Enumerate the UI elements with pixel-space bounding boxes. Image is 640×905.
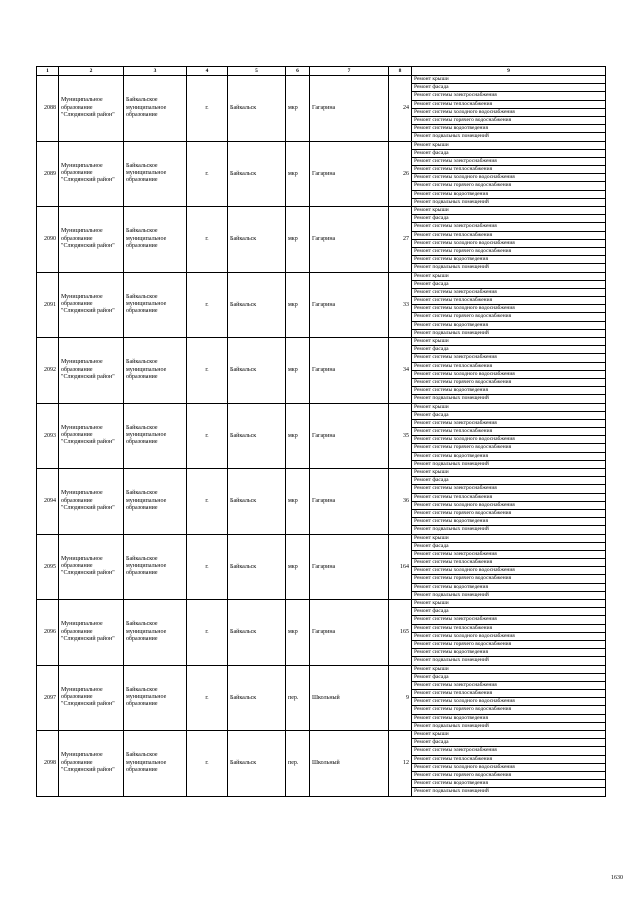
street-cell: Гагарина: [310, 469, 389, 535]
row-number: 2094: [37, 469, 59, 535]
work-item: Ремонт подвальных помещений: [414, 788, 489, 795]
district-cell: Муниципальное образование "Слюдянский район": [59, 207, 124, 273]
work-item: Ремонт системы водоотведения: [412, 715, 605, 723]
works-cell: [412, 600, 606, 666]
page-number: 1630: [611, 875, 623, 881]
work-item: Ремонт системы водоотведения: [412, 387, 605, 395]
work-item: Ремонт фасада: [412, 412, 605, 420]
table-row: [37, 141, 606, 207]
work-item: Ремонт системы горячего водоснабжения: [412, 772, 605, 780]
work-item: Ремонт системы электроснабжения: [412, 682, 605, 690]
street-type-cell: мкр: [286, 403, 310, 469]
work-item: Ремонт системы холодного водоснабжения: [412, 174, 605, 182]
street-type-cell: пер.: [286, 731, 310, 797]
work-item: Ремонт системы теплоснабжения: [412, 297, 605, 305]
street-cell: Гагарина: [310, 403, 389, 469]
row-number: 2093: [37, 403, 59, 469]
street-cell: Школьный: [310, 665, 389, 731]
work-item: Ремонт системы горячего водоснабжения: [412, 510, 605, 518]
work-item: Ремонт системы теплоснабжения: [412, 428, 605, 436]
municipality-cell: Байкальское муниципальное образование: [124, 76, 187, 142]
work-item: Ремонт системы холодного водоснабжения: [412, 698, 605, 706]
table-row: [37, 76, 606, 142]
works-cell: [412, 272, 606, 338]
work-item: Ремонт системы электроснабжения: [412, 223, 605, 231]
district-cell: Муниципальное образование "Слюдянский район": [59, 272, 124, 338]
table-row: [37, 403, 606, 469]
work-item: Ремонт системы водоотведения: [412, 453, 605, 461]
work-item: Ремонт крыши: [412, 404, 605, 412]
municipality-cell: Байкальское муниципальное образование: [124, 338, 187, 404]
work-item: Ремонт крыши: [412, 142, 605, 150]
street-type-cell: мкр: [286, 207, 310, 273]
housing-repair-table: [36, 66, 606, 797]
municipality-cell: Байкальское муниципальное образование: [124, 272, 187, 338]
settlement-cell: Байкальск: [228, 534, 286, 600]
table-row: [37, 272, 606, 338]
work-item: Ремонт подвальных помещений: [414, 657, 489, 664]
work-item: Ремонт фасада: [412, 674, 605, 682]
work-item: Ремонт фасада: [412, 150, 605, 158]
settlement-cell: Байкальск: [228, 207, 286, 273]
work-item: Ремонт подвальных помещений: [414, 526, 489, 533]
work-item: Ремонт системы горячего водоснабжения: [412, 248, 605, 256]
district-cell: Муниципальное образование "Слюдянский район": [59, 403, 124, 469]
header-col-9: 9: [412, 67, 606, 76]
house-number-cell: 35: [389, 403, 412, 469]
work-item: Ремонт системы водоотведения: [412, 322, 605, 330]
district-cell: Муниципальное образование "Слюдянский район": [59, 141, 124, 207]
work-item: Ремонт системы теплоснабжения: [412, 690, 605, 698]
work-item: Ремонт системы электроснабжения: [412, 551, 605, 559]
house-number-cell: 12: [389, 731, 412, 797]
settlement-type-cell: г.: [187, 534, 228, 600]
header-col-4: 4: [187, 67, 228, 76]
house-number-cell: 165: [389, 600, 412, 666]
table-body: [37, 76, 606, 797]
table-row: [37, 469, 606, 535]
work-item: Ремонт крыши: [412, 207, 605, 215]
settlement-type-cell: г.: [187, 207, 228, 273]
settlement-cell: Байкальск: [228, 338, 286, 404]
work-item: Ремонт системы теплоснабжения: [412, 756, 605, 764]
work-item: Ремонт системы водоотведения: [412, 518, 605, 526]
work-item: Ремонт системы электроснабжения: [412, 616, 605, 624]
work-item: Ремонт фасада: [412, 739, 605, 747]
work-item: Ремонт фасада: [412, 543, 605, 551]
work-item: Ремонт системы холодного водоснабжения: [412, 240, 605, 248]
work-item: Ремонт системы водоотведения: [412, 256, 605, 264]
work-item: Ремонт подвальных помещений: [414, 198, 489, 205]
street-type-cell: мкр: [286, 534, 310, 600]
district-cell: Муниципальное образование "Слюдянский район": [59, 338, 124, 404]
street-cell: Гагарина: [310, 76, 389, 142]
street-type-cell: мкр: [286, 76, 310, 142]
work-item: Ремонт крыши: [412, 469, 605, 477]
table-row: [37, 207, 606, 273]
work-item: Ремонт системы электроснабжения: [412, 747, 605, 755]
work-item: Ремонт фасада: [412, 477, 605, 485]
work-item: Ремонт системы горячего водоснабжения: [412, 444, 605, 452]
municipality-cell: Байкальское муниципальное образование: [124, 665, 187, 731]
work-item: Ремонт системы холодного водоснабжения: [412, 502, 605, 510]
house-number-cell: 33: [389, 272, 412, 338]
work-item: Ремонт фасада: [412, 215, 605, 223]
table-row: [37, 731, 606, 797]
works-cell: [412, 731, 606, 797]
works-cell: [412, 141, 606, 207]
work-item: Ремонт подвальных помещений: [414, 460, 489, 467]
table-row: [37, 665, 606, 731]
work-item: Ремонт системы водоотведения: [412, 125, 605, 133]
row-number: 2091: [37, 272, 59, 338]
works-cell: [412, 76, 606, 142]
house-number-cell: 24: [389, 76, 412, 142]
work-item: Ремонт подвальных помещений: [414, 395, 489, 402]
street-type-cell: мкр: [286, 141, 310, 207]
work-item: Ремонт системы холодного водоснабжения: [412, 109, 605, 117]
street-type-cell: мкр: [286, 272, 310, 338]
work-item: Ремонт системы горячего водоснабжения: [412, 117, 605, 125]
work-item: Ремонт системы холодного водоснабжения: [412, 633, 605, 641]
house-number-cell: 9: [389, 665, 412, 731]
row-number: 2089: [37, 141, 59, 207]
settlement-type-cell: г.: [187, 338, 228, 404]
work-item: Ремонт крыши: [412, 273, 605, 281]
works-cell: [412, 207, 606, 273]
header-col-3: 3: [124, 67, 187, 76]
header-col-2: 2: [59, 67, 124, 76]
street-type-cell: пер.: [286, 665, 310, 731]
works-cell: [412, 338, 606, 404]
work-item: Ремонт подвальных помещений: [414, 591, 489, 598]
settlement-cell: Байкальск: [228, 665, 286, 731]
header-row: [37, 67, 606, 76]
settlement-cell: Байкальск: [228, 600, 286, 666]
street-type-cell: мкр: [286, 469, 310, 535]
work-item: Ремонт системы электроснабжения: [412, 158, 605, 166]
district-cell: Муниципальное образование "Слюдянский район": [59, 731, 124, 797]
house-number-cell: 164: [389, 534, 412, 600]
header-col-8: 8: [389, 67, 412, 76]
street-cell: Гагарина: [310, 141, 389, 207]
settlement-type-cell: г.: [187, 76, 228, 142]
work-item: Ремонт крыши: [412, 666, 605, 674]
work-item: Ремонт системы электроснабжения: [412, 289, 605, 297]
district-cell: Муниципальное образование "Слюдянский район": [59, 469, 124, 535]
table-row: [37, 534, 606, 600]
row-number: 2092: [37, 338, 59, 404]
municipality-cell: Байкальское муниципальное образование: [124, 534, 187, 600]
street-cell: Школьный: [310, 731, 389, 797]
header-col-7: 7: [310, 67, 389, 76]
street-cell: Гагарина: [310, 207, 389, 273]
work-item: Ремонт подвальных помещений: [414, 264, 489, 271]
work-item: Ремонт системы горячего водоснабжения: [412, 379, 605, 387]
settlement-type-cell: г.: [187, 600, 228, 666]
work-item: Ремонт системы теплоснабжения: [412, 559, 605, 567]
municipality-cell: Байкальское муниципальное образование: [124, 403, 187, 469]
settlement-type-cell: г.: [187, 403, 228, 469]
header-col-5: 5: [228, 67, 286, 76]
settlement-type-cell: г.: [187, 141, 228, 207]
work-item: Ремонт крыши: [412, 600, 605, 608]
work-item: Ремонт системы теплоснабжения: [412, 625, 605, 633]
district-cell: Муниципальное образование "Слюдянский район": [59, 534, 124, 600]
settlement-type-cell: г.: [187, 665, 228, 731]
table-row: [37, 600, 606, 666]
municipality-cell: Байкальское муниципальное образование: [124, 600, 187, 666]
work-item: Ремонт системы теплоснабжения: [412, 363, 605, 371]
work-item: Ремонт фасада: [412, 84, 605, 92]
works-cell: [412, 534, 606, 600]
header-col-6: 6: [286, 67, 310, 76]
municipality-cell: Байкальское муниципальное образование: [124, 141, 187, 207]
work-item: Ремонт системы теплоснабжения: [412, 166, 605, 174]
street-type-cell: мкр: [286, 338, 310, 404]
district-cell: Муниципальное образование "Слюдянский район": [59, 600, 124, 666]
house-number-cell: 34: [389, 338, 412, 404]
row-number: 2088: [37, 76, 59, 142]
work-item: Ремонт системы водоотведения: [412, 191, 605, 199]
works-cell: [412, 469, 606, 535]
row-number: 2095: [37, 534, 59, 600]
work-item: Ремонт системы электроснабжения: [412, 485, 605, 493]
row-number: 2096: [37, 600, 59, 666]
work-item: Ремонт системы горячего водоснабжения: [412, 313, 605, 321]
work-item: Ремонт крыши: [412, 535, 605, 543]
settlement-cell: Байкальск: [228, 141, 286, 207]
work-item: Ремонт системы водоотведения: [412, 584, 605, 592]
settlement-cell: Байкальск: [228, 76, 286, 142]
street-cell: Гагарина: [310, 272, 389, 338]
work-item: Ремонт системы горячего водоснабжения: [412, 182, 605, 190]
work-item: Ремонт системы теплоснабжения: [412, 232, 605, 240]
settlement-cell: Байкальск: [228, 469, 286, 535]
settlement-type-cell: г.: [187, 469, 228, 535]
municipality-cell: Байкальское муниципальное образование: [124, 207, 187, 273]
work-item: Ремонт системы холодного водоснабжения: [412, 371, 605, 379]
work-item: Ремонт системы холодного водоснабжения: [412, 436, 605, 444]
work-item: Ремонт крыши: [412, 731, 605, 739]
municipality-cell: Байкальское муниципальное образование: [124, 731, 187, 797]
settlement-type-cell: г.: [187, 731, 228, 797]
municipality-cell: Байкальское муниципальное образование: [124, 469, 187, 535]
work-item: Ремонт крыши: [412, 76, 605, 84]
row-number: 2090: [37, 207, 59, 273]
header-col-1: 1: [37, 67, 59, 76]
street-cell: Гагарина: [310, 534, 389, 600]
street-type-cell: мкр: [286, 600, 310, 666]
work-item: Ремонт системы электроснабжения: [412, 92, 605, 100]
work-item: Ремонт системы горячего водоснабжения: [412, 706, 605, 714]
settlement-cell: Байкальск: [228, 731, 286, 797]
work-item: Ремонт системы горячего водоснабжения: [412, 575, 605, 583]
works-cell: [412, 665, 606, 731]
settlement-cell: Байкальск: [228, 272, 286, 338]
street-cell: Гагарина: [310, 338, 389, 404]
work-item: Ремонт системы электроснабжения: [412, 420, 605, 428]
table-row: [37, 338, 606, 404]
work-item: Ремонт подвальных помещений: [414, 722, 489, 729]
work-item: Ремонт системы холодного водоснабжения: [412, 567, 605, 575]
row-number: 2098: [37, 731, 59, 797]
work-item: Ремонт системы теплоснабжения: [412, 101, 605, 109]
house-number-cell: 36: [389, 469, 412, 535]
house-number-cell: 26: [389, 141, 412, 207]
street-cell: Гагарина: [310, 600, 389, 666]
work-item: Ремонт системы холодного водоснабжения: [412, 305, 605, 313]
work-item: Ремонт системы электроснабжения: [412, 354, 605, 362]
house-number-cell: 27: [389, 207, 412, 273]
work-item: Ремонт фасада: [412, 281, 605, 289]
settlement-cell: Байкальск: [228, 403, 286, 469]
work-item: Ремонт подвальных помещений: [414, 329, 489, 336]
work-item: Ремонт системы теплоснабжения: [412, 494, 605, 502]
works-cell: [412, 403, 606, 469]
settlement-type-cell: г.: [187, 272, 228, 338]
district-cell: Муниципальное образование "Слюдянский район": [59, 76, 124, 142]
work-item: Ремонт фасада: [412, 346, 605, 354]
district-cell: Муниципальное образование "Слюдянский район": [59, 665, 124, 731]
work-item: Ремонт системы водоотведения: [412, 649, 605, 657]
work-item: Ремонт крыши: [412, 338, 605, 346]
row-number: 2097: [37, 665, 59, 731]
work-item: Ремонт системы водоотведения: [412, 780, 605, 788]
work-item: Ремонт системы горячего водоснабжения: [412, 641, 605, 649]
work-item: Ремонт фасада: [412, 608, 605, 616]
work-item: Ремонт подвальных помещений: [414, 133, 489, 140]
work-item: Ремонт системы холодного водоснабжения: [412, 764, 605, 772]
